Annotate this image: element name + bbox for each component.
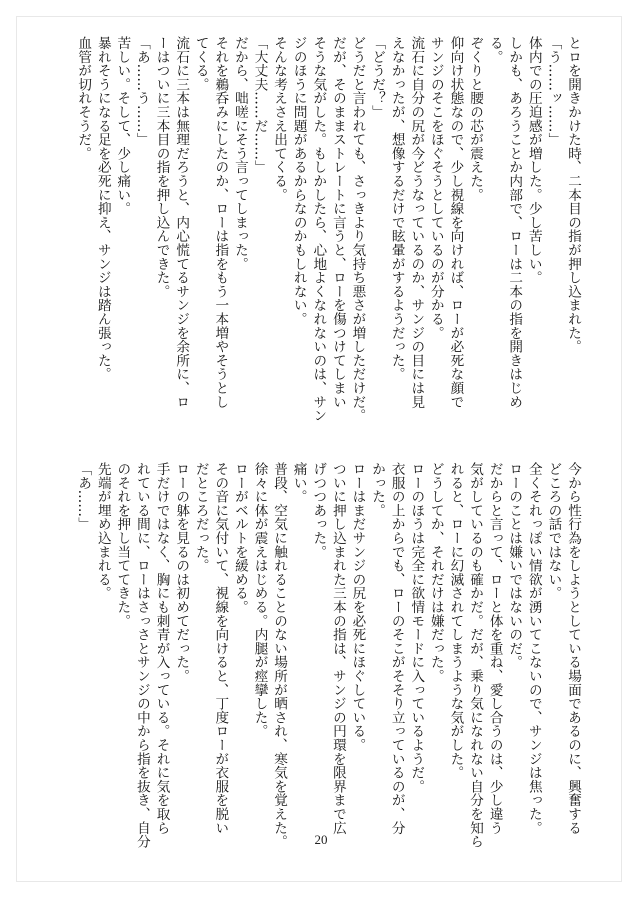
top-text-column: とロを開きかけた時、二本目の指が押し込まれた。 「う……ッ……」 体内での圧迫感が増した。少し苦しい。 しかも、あろうことか内部で、ローは二本の指を開きはじめ る。 ぞくりと腰の芯が震えた。 仰向け状態なので、少し視線を向ければ、ローが必死な顔で サンジのそこをほぐそうとしているのが分かる。 流石に自分の尻が今どうなっているのか、サンジの目には見 えなかったが、想像するだけで眩暈がするようだった。 「どうだ？」 どうだと言われても、さっきより気持ち悪さが増しただけだ。 だが、そのままストレートに言うと、ローを傷つけてしまい そうな気がした。もしかしたら、心地よくなれないのは、サン ジのほうに問題があるからなのかもしれない。 そんな考えさえ出てくる。 「大丈夫……だ……」 だから、咄嗟にそう言ってしまった。 それを鵜呑みにしたのか、ローは指をもう一本増やそうとし てくる。 流石に三本は無理だろうと、内心慌てるサンジを余所に、ロ ーはついに三本目の指を押し込んできた。 「あ……う……」 苦しい。そして、少し痛い。 暴れそうになる足を必死に抑え、サンジは踏ん張った。 血管が切れそうだ。 (75, 36, 581, 423)
page-number: 20 (314, 832, 328, 847)
bottom-text-column: 今から性行為をしようとしている場面であるのに、興奮する どころの話ではない。 全くそれっぽい情欲が湧いてこないので、サンジは焦った。 ローのことは嫌いではないのだ。 だからと言って、ローと体を重ね、愛し合うのは、少し違う 気がしているのも確かだ。だが、乗り気になれない自分を知ら れると、ローに幻滅されてしまうような気がした。 どうしてか、それだけは嫌だった。 ローのほうは完全に欲情モードに入っているようだ。 衣服の上からでも、ローのそこがそそり立っているのが、分 かった。 ローはまだサンジの尻を必死にほぐしている。 ついに押し込まれた三本の指は、サンジの円環を限界まで広 げつつあった。 痛い。 普段、空気に触れることのない場所が晒され、寒気を覚えた。 徐々に体が震えはじめる。内腿が痙攣した。 ローがベルトを緩める。 その音に気付いて、視線を向けると、丁度ローが衣服を脱い だところだった。 ローの躰を見るのは初めてだった。 手だけではなく、胸にも刺青が入っている。それに気を取ら れている間に、ローはさっさとサンジの中から指を抜き、自分 のそれを押し当ててきた。 先端が埋め込まれる。 「あ……」 (75, 462, 581, 849)
